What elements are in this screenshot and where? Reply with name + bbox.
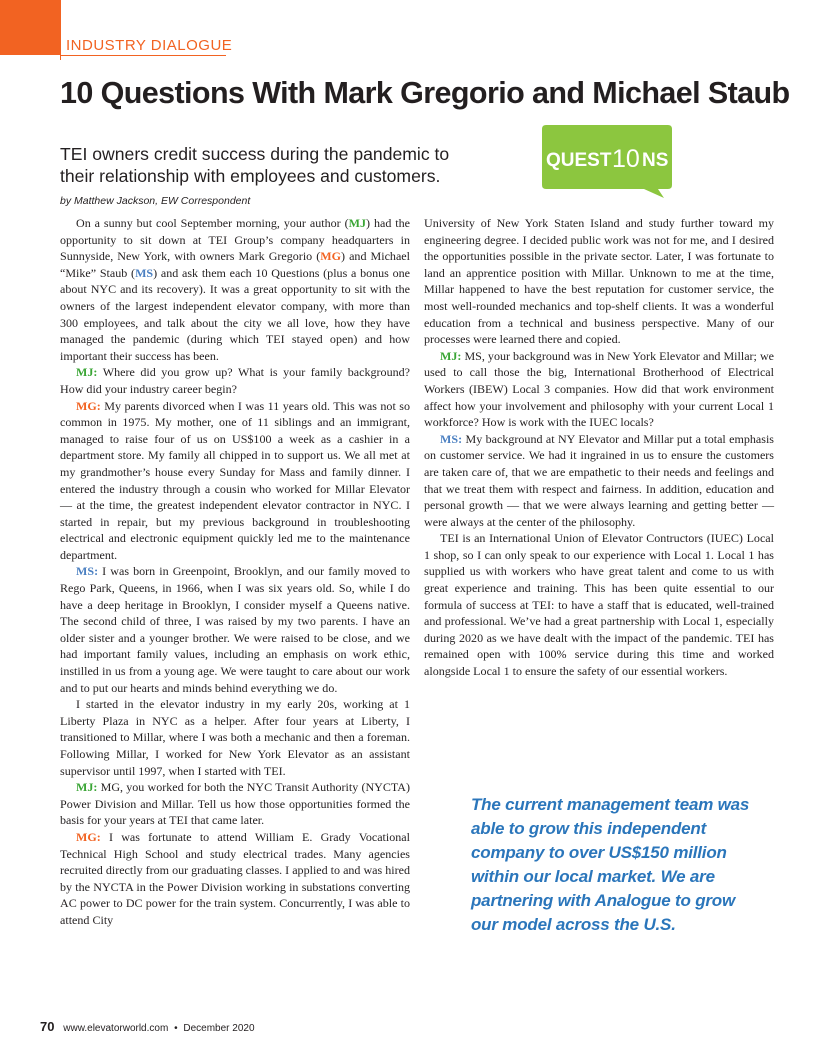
speaker-label: MG: bbox=[76, 829, 101, 844]
logo-text-b: 10 bbox=[612, 145, 640, 173]
paragraph-text: I started in the elevator industry in my early 20s, working at 1 Liberty Plaza in NYC as a helper. After four years at Liberty, I transitioned to Millar, where I was both a mechanic and then a foreman. Following Millar, I worked for New York Elevator as an assistant supervisor until 1997, when I started with TEI. bbox=[60, 697, 410, 778]
speaker-label: MJ: bbox=[76, 365, 98, 380]
section-underline bbox=[60, 55, 226, 56]
article-paragraph bbox=[424, 348, 774, 431]
paragraph-text: My background at NY Elevator and Millar put a total emphasis on customer service. We had it ingrained in us to ensure the customers are taken care of, that we are empathetic to their needs and feelings and that we treat them with respect and fairness. In addition, education and personal growth — that we were always learning and getting better — were always at the center of the philosophy. bbox=[424, 431, 774, 529]
pull-quote: The current management team was able to grow this independent company to over US$150 million within our local market. We are partnering with Analogue to grow our model across the U.S. bbox=[471, 795, 750, 934]
paragraph-text: I was fortunate to attend William E. Grady Vocational Technical High School and study electrical trades. Many agencies recruited directly from our graduating classes. I applied to and was hired by the NYCTA in the Power Division working in substations converting AC power to DC power for the train system. Concurrently, I was able to attend City bbox=[60, 829, 410, 927]
article-paragraph bbox=[424, 530, 774, 679]
article-paragraph bbox=[424, 431, 774, 531]
article-subtitle: TEI owners credit success during the pandemic to their relationship with employees and customers. bbox=[60, 144, 450, 186]
right-column bbox=[424, 215, 774, 680]
paragraph-text: I was born in Greenpoint, Brooklyn, and our family moved to Rego Park, Queens, in 1966, when I was six years old. So, while I do have a deep heritage in Brooklyn, I consider myself a Queens native. The second child of three, I was raised by my two parents. I have an older sister and a younger brother. We were raised to be close, and we had important family values, including an emphasis on work ethic, instilled in us from a young age. We were taught to care about our work and to put our hearts and minds behind everything we do. bbox=[60, 564, 410, 695]
questions-logo bbox=[540, 123, 674, 199]
article-paragraph bbox=[60, 563, 410, 696]
paragraph-text: On a sunny but cool September morning, your author (MJ) had the opportunity to sit down at TEI Group’s company headquarters in Sunnyside, New York, with owners Mark Gregorio (MG) and Michael “Mike” Staub (MS) and ask them each 10 Questions (plus a bonus one about NYC and its recovery). It was a great opportunity to sit with the owners of the largest independent elevator company, with more than 300 employees, and talk about the city we all love, how they have managed the pandemic (during which TEI stayed open) and how important their success has been. bbox=[60, 216, 410, 363]
article-paragraph bbox=[60, 779, 410, 829]
logo-text-c: NS bbox=[642, 150, 669, 171]
section-label: INDUSTRY DIALOGUE bbox=[66, 37, 233, 54]
speaker-label: MJ: bbox=[440, 348, 462, 363]
article-paragraph bbox=[60, 398, 410, 564]
article-paragraph bbox=[60, 696, 410, 779]
footer-separator: • bbox=[174, 1023, 178, 1034]
section-tab bbox=[0, 0, 60, 55]
page-footer bbox=[40, 1019, 255, 1034]
speaker-label: MJ: bbox=[76, 780, 98, 795]
article-paragraph bbox=[424, 215, 774, 348]
logo-text-a: QUEST bbox=[546, 150, 612, 171]
section-rule bbox=[60, 0, 61, 60]
article-paragraph bbox=[60, 829, 410, 929]
speaker-label: MG: bbox=[76, 398, 101, 413]
page-number: 70 bbox=[40, 1019, 55, 1034]
paragraph-text: TEI is an International Union of Elevator Contructors (IUEC) Local 1 shop, so I can only speak to our experience with Local 1. Local 1 has supplied us with workers who have great talent and come to us with great experience and training. This has been quite essential to our formula of success at TEI: to have a staff that is educated, well-trained and professional. We’ve had a great partnership with Local 1, especially during 2020 as we have dealt with the impact of the pandemic. TEI has remained open with 100% service during this time and worked alongside Local 1 to ensure the safety of our essential workers. bbox=[424, 531, 774, 679]
footer-website: www.elevatorworld.com bbox=[63, 1023, 169, 1034]
speaker-label: MS: bbox=[440, 431, 463, 446]
left-column bbox=[60, 215, 410, 929]
paragraph-text: MG, you worked for both the NYC Transit Authority (NYCTA) Power Division and Millar. Tell us how those opportunities formed the basis for your years at TEI that came later. bbox=[60, 780, 410, 828]
paragraph-text: My parents divorced when I was 11 years old. This was not so common in 1975. My mother, one of 11 siblings and an immigrant, managed to raise four of us on US$100 a week as a cashier in a department store. My family all chipped in to support us. We all met at my grandmother’s house every Sunday for Mass and family dinner. I entered the industry through a cousin who worked for Millar Elevator — at the time, the greatest independent elevator contractor in NYC. I started in repair, but my previous background in troubleshooting electrical and electronic equipment quickly led me to the maintenance department. bbox=[60, 398, 410, 562]
paragraph-text: MS, your background was in New York Elevator and Millar; we used to call those the big, International Brotherhood of Electrical Workers (IBEW) Local 3 companies. How did that work environment affect how your involvement and philosophy with your current Local 1 workforce? How is work with the IUEC locals? bbox=[424, 348, 774, 430]
article-paragraph bbox=[60, 364, 410, 397]
paragraph-text: Where did you grow up? What is your family background? How did your industry career begin? bbox=[60, 365, 410, 396]
speaker-label: MS: bbox=[76, 564, 99, 579]
article-title: 10 Questions With Mark Gregorio and Michael Staub bbox=[60, 76, 790, 110]
byline: by Matthew Jackson, EW Correspondent bbox=[60, 195, 251, 207]
article-paragraph bbox=[60, 215, 410, 364]
footer-issue: December 2020 bbox=[183, 1023, 255, 1034]
paragraph-text: University of New York Staten Island and study further toward my engineering degree. I decided public work was not for me, and I desired the opportunities possible in the private sector. Later, I was fortunate to land an apprentice position with Millar. Unknown to me at the time, Millar happened to have the best reputation for customer service, the most well-rounded mechanics and top-shelf clients. It was a wonderful education from a technical and business perspective. Many of our processes were learned there and copied. bbox=[424, 216, 774, 347]
